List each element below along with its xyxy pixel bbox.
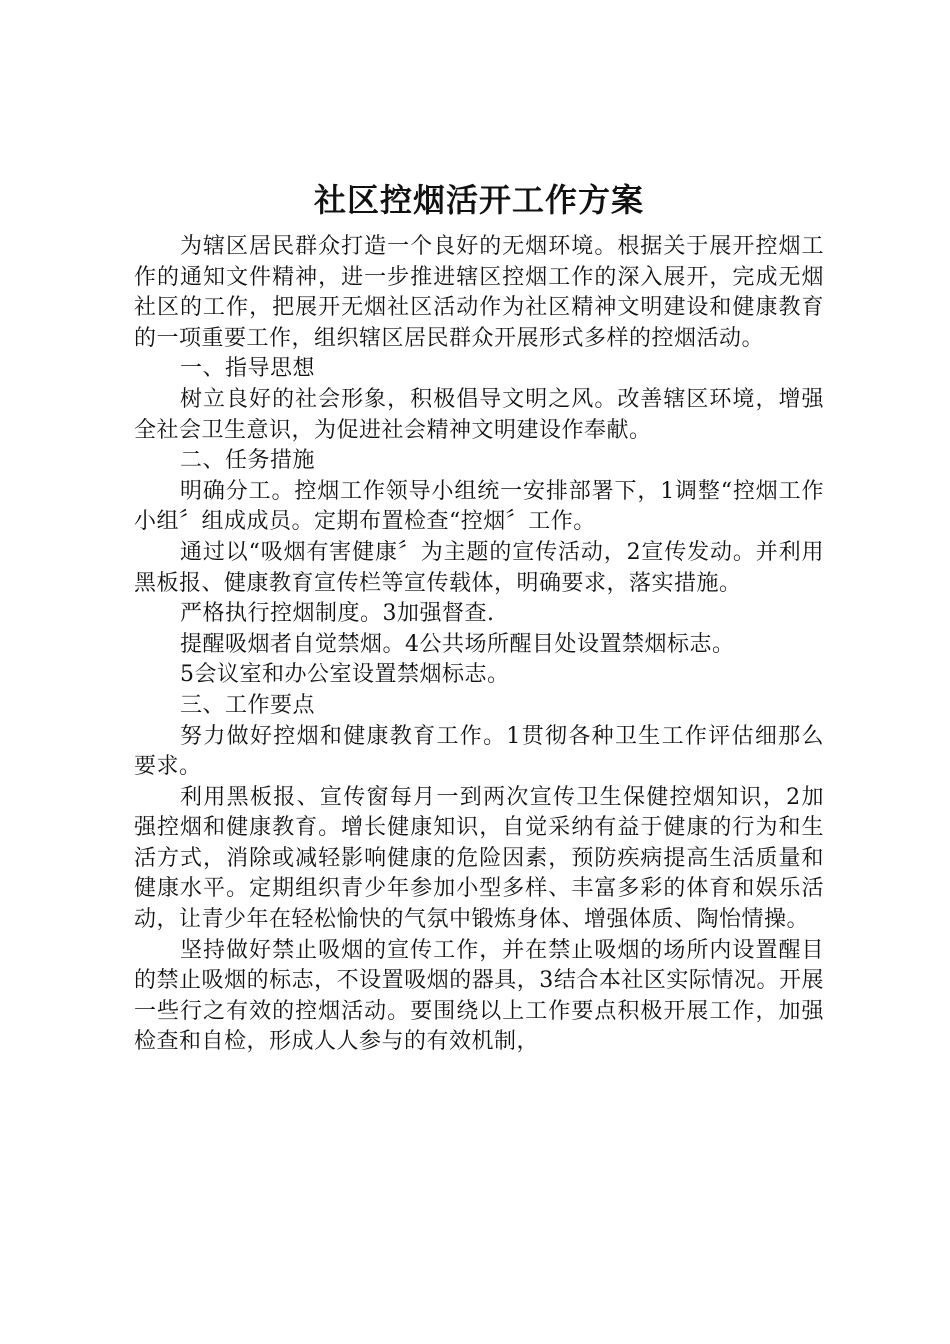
section-heading-guiding-idea: 一、指导思想 [180, 356, 316, 382]
body-paragraph: 通过以“吸烟有害健康〞为主题的宣传活动，2宣传发动。并利用黑板报、健康教育宣传栏等宣传载体，明确要求，落实措施。 [134, 539, 824, 596]
body-paragraph: 利用黑板报、宣传窗每月一到两次宣传卫生保健控烟知识，2加强控烟和健康教育。增长健康知识，自觉采纳有益于健康的行为和生活方式，消除或减轻影响健康的危险因素，预防疾病提高生活质量和健康水平。定期组织青少年参加小型多样、丰富多彩的体育和娱乐活动，让青少年在轻松愉快的气氛中锻炼身体、增强体质、陶怡情操。 [134, 784, 824, 933]
document-page [134, 178, 824, 1058]
body-paragraph: 5会议室和办公室设置禁烟标志。 [180, 662, 510, 688]
body-paragraph: 努力做好控烟和健康教育工作。1贯彻各种卫生工作评估细那么要求。 [134, 723, 824, 780]
intro-paragraph: 为辖区居民群众打造一个良好的无烟环境。根据关于展开控烟工作的通知文件精神，进一步推进辖区控烟工作的深入展开，完成无烟社区的工作，把展开无烟社区活动作为社区精神文明建设和健康教育的一项重要工作，组织辖区居民群众开展形式多样的控烟活动。 [134, 234, 824, 351]
body-paragraph: 坚持做好禁止吸烟的宣传工作，并在禁止吸烟的场所内设置醒目的禁止吸烟的标志，不设置吸烟的器具，3结合本社区实际情况。开展一些行之有效的控烟活动。要围绕以上工作要点积极开展工作，加强检查和自检，形成人人参与的有效机制， [134, 937, 824, 1055]
section-heading-key-points: 三、工作要点 [180, 692, 316, 718]
body-paragraph: 严格执行控烟制度。3加强督查. [180, 601, 495, 627]
body-paragraph: 明确分工。控烟工作领导小组统一安排部署下，1调整“控烟工作小组〞组成成员。定期布置检查“控烟〞工作。 [134, 478, 824, 535]
body-paragraph: 树立良好的社会形象，积极倡导文明之风。改善辖区环境，增强全社会卫生意识，为促进社会精神文明建设作奉献。 [134, 386, 824, 443]
body-paragraph: 提醒吸烟者自觉禁烟。4公共场所醒目处设置禁烟标志。 [180, 631, 735, 657]
document-title: 社区控烟活开工作方案 [313, 181, 644, 219]
section-heading-tasks: 二、任务措施 [180, 448, 316, 474]
